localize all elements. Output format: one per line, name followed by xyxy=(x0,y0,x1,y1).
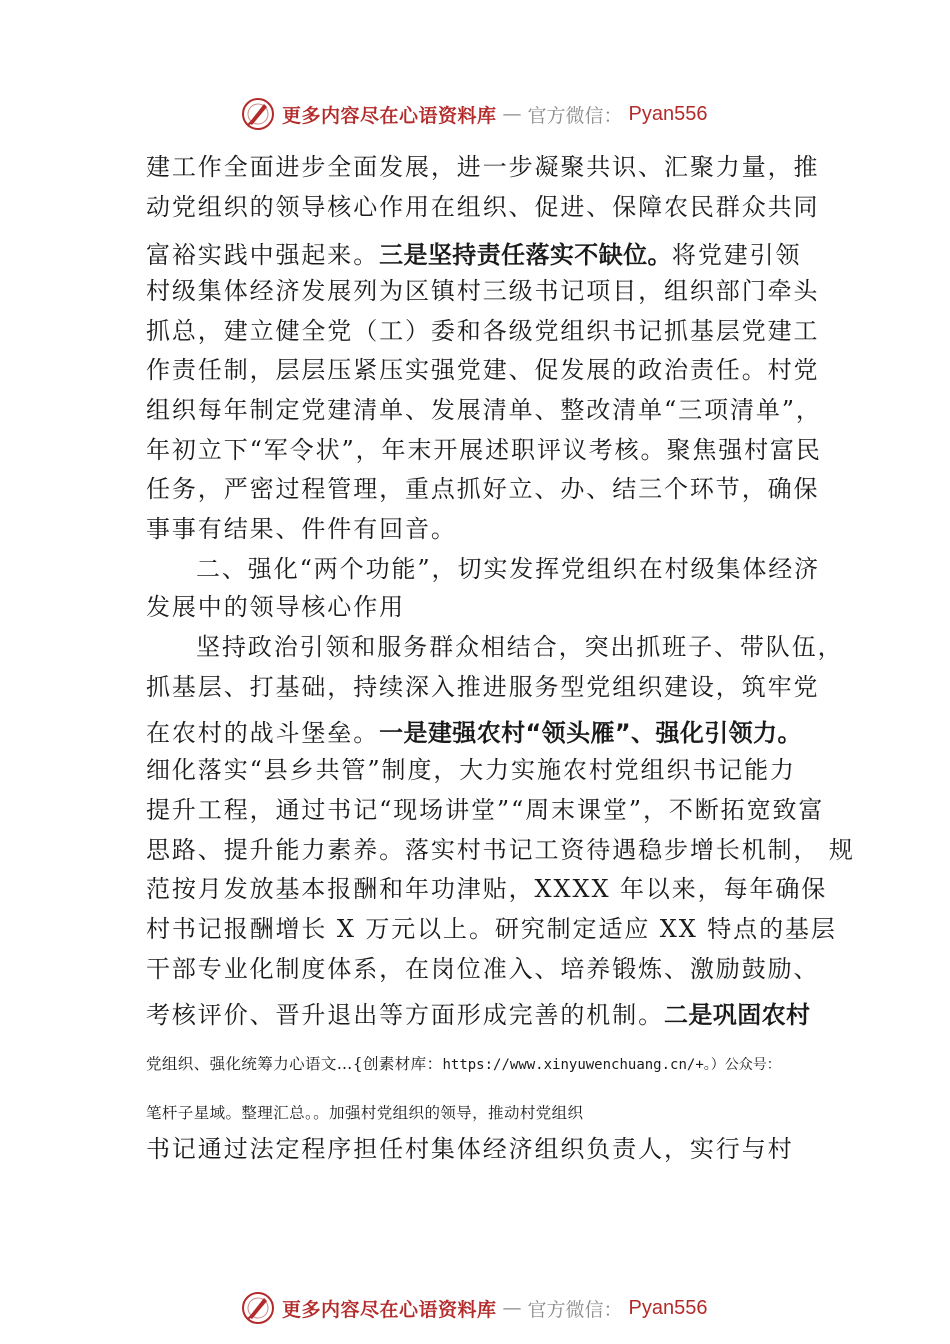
body-line: 干部专业化制度体系，在岗位准入、培养锻炼、激励鼓励、 xyxy=(146,955,820,983)
body-line: 坚持政治引领和服务群众相结合，突出抓班子、带队伍， xyxy=(196,633,844,661)
banner-wechat-label: 官方微信： xyxy=(527,104,623,127)
body-text: 考核评价、晋升退出等方面形成完善的机制。 xyxy=(146,1001,664,1029)
body-text: 在农村的战斗堡垒。 xyxy=(146,719,380,747)
body-line: 事事有结果、件件有回音。 xyxy=(146,515,457,543)
body-line: 思路、提升能力素养。落实村书记工资待遇稳步增长机制， 规 xyxy=(146,836,855,864)
footer-banner xyxy=(240,1290,708,1326)
bold-heading-3: 三是坚持责任落实不缺位。 xyxy=(379,241,672,269)
body-line: 范按月发放基本报酬和年功津贴，XXXX 年以来，每年确保 xyxy=(146,875,828,903)
body-line: 抓基层、打基础，持续深入推进服务型党组织建设，筑牢党 xyxy=(146,673,820,701)
banner-separator: — xyxy=(502,1297,522,1319)
body-line xyxy=(146,240,801,270)
body-line xyxy=(146,1000,810,1030)
banner-wechat-label: 官方微信： xyxy=(527,1298,623,1321)
body-line: 细化落实“县乡共管”制度，大力实施农村党组织书记能力 xyxy=(146,756,796,784)
note-url: https://www.xinyuwenchuang.cn/+。）公众号： xyxy=(442,1057,781,1073)
body-line: 动党组织的领导核心作用在组织、促进、保障农民群众共同 xyxy=(146,193,820,221)
section-heading: 发展中的领导核心作用 xyxy=(146,593,405,621)
body-line: 书记通过法定程序担任村集体经济组织负责人，实行与村 xyxy=(146,1135,794,1163)
body-line: 组织每年制定党建清单、发展清单、整改清单“三项清单”， xyxy=(146,396,822,424)
quill-logo-icon xyxy=(240,96,276,132)
banner-separator: — xyxy=(502,103,522,125)
note-text: 党组织、强化统筹力心语文…{创素材库： xyxy=(146,1055,443,1073)
source-note: 笔杆子星域。整理汇总。。加强村党组织的领导，推动村党组织 xyxy=(146,1104,584,1122)
body-line: 村级集体经济发展列为区镇村三级书记项目，组织部门牵头 xyxy=(146,277,820,305)
body-text: 将党建引领 xyxy=(671,241,802,269)
section-heading: 二、强化“两个功能”，切实发挥党组织在村级集体经济 xyxy=(196,555,821,583)
bold-heading-1: 一是建强农村“领头雁”、强化引领力。 xyxy=(379,719,802,747)
source-note xyxy=(146,1053,781,1075)
bold-heading-2: 二是巩固农村 xyxy=(664,1001,811,1029)
body-line: 作责任制，层层压紧压实强党建、促发展的政治责任。村党 xyxy=(146,356,820,384)
body-text: 富裕实践中强起来。 xyxy=(146,241,380,269)
banner-wechat-id: Pyan556 xyxy=(628,102,708,125)
body-line: 年初立下“军令状”，年末开展述职评议考核。聚焦强村富民 xyxy=(146,436,822,464)
quill-logo-icon xyxy=(240,1290,276,1326)
body-line: 抓总，建立健全党（工）委和各级党组织书记抓基层党建工 xyxy=(146,317,820,345)
banner-wechat-id: Pyan556 xyxy=(628,1296,708,1319)
body-line: 提升工程，通过书记“现场讲堂”“周末课堂”，不断拓宽致富 xyxy=(146,796,825,824)
body-line: 任务，严密过程管理，重点抓好立、办、结三个环节，确保 xyxy=(146,475,820,503)
body-line: 建工作全面进步全面发展，进一步凝聚共识、汇聚力量，推 xyxy=(146,153,820,181)
banner-title: 更多内容尽在心语资料库 xyxy=(282,1298,497,1321)
body-line: 村书记报酬增长 X 万元以上。研究制定适应 XX 特点的基层 xyxy=(146,915,837,943)
body-line xyxy=(146,718,802,748)
header-banner xyxy=(240,96,708,132)
banner-title: 更多内容尽在心语资料库 xyxy=(282,104,497,127)
